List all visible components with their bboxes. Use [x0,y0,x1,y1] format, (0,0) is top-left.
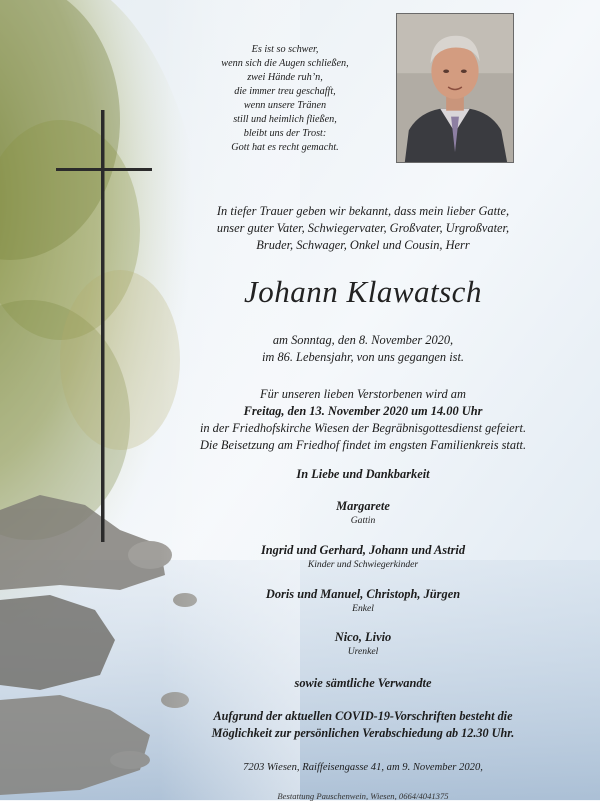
verse-line: still und heimlich fließen, [233,114,337,125]
portrait-photo [396,13,514,163]
death-line: am Sonntag, den 8. November 2020, [272,333,454,347]
mourner-relation: Gattin [350,515,376,526]
intro-line: unser guter Vater, Schwiegervater, Großvater, Urgroßvater, [216,221,510,235]
mourner-group [180,586,546,615]
intro-line: Bruder, Schwager, Onkel und Cousin, Herr [256,238,470,252]
funeral-info [180,386,546,454]
funeral-line: Die Beisetzung am Friedhof findet im engsten Familienkreis statt. [199,438,527,452]
verse-line: wenn unsere Tränen [243,100,327,111]
mourner-group [180,542,546,571]
verse-line: wenn sich die Augen schließen, [221,58,349,69]
mourner-relation: Enkel [352,603,374,614]
funeral-line: in der Friedhofskirche Wiesen der Begräbnisgottesdienst gefeiert. [199,421,527,435]
relatives-line [180,675,546,691]
covid-notice [180,708,546,742]
covid-line: Aufgrund der aktuellen COVID-19-Vorschriften besteht die [213,709,513,723]
verse-line: zwei Hände ruh’n, [247,72,323,83]
cross-icon [56,110,152,542]
funeral-date: Freitag, den 13. November 2020 um 14.00 Uhr [243,404,483,418]
mourner-names: Nico, Livio [334,630,392,644]
covid-line: Möglichkeit zur persönlichen Verabschiedung ab 12.30 Uhr. [211,726,515,740]
death-line: im 86. Lebensjahr, von uns gegangen ist. [261,350,465,364]
closing-text: In Liebe und Dankbarkeit [296,467,430,481]
mourner-relation: Kinder und Schwiegerkinder [307,559,419,570]
funeral-line: Für unseren lieben Verstorbenen wird am [260,387,466,401]
announcement-intro [180,203,546,254]
verse-line: bleibt uns der Trost: [243,128,327,139]
verse-line: die immer treu geschafft, [234,86,336,97]
deceased-name: Johann Klawatsch [244,274,482,309]
verse-line: Es ist so schwer, [251,44,319,55]
poem-verse [190,43,380,155]
death-notice [180,332,546,366]
closing-phrase [180,466,546,482]
mourner-group [180,498,546,527]
intro-line: In tiefer Trauer geben wir bekannt, dass mein lieber Gatte, [216,204,510,218]
place-date: 7203 Wiesen, Raiffeisengasse 41, am 9. November 2020, [243,762,483,773]
mourner-relation: Urenkel [347,646,379,657]
mourner-names: Doris und Manuel, Christoph, Jürgen [265,587,461,601]
relatives-text: sowie sämtliche Verwandte [294,676,432,690]
mourner-names: Ingrid und Gerhard, Johann und Astrid [260,543,466,557]
funeral-home-footer: Bestattung Pauschenwein, Wiesen, 0664/4041375 [277,791,449,801]
mourner-group [180,629,546,658]
verse-line: Gott hat es recht gemacht. [231,142,339,153]
mourner-names: Margarete [336,499,390,513]
